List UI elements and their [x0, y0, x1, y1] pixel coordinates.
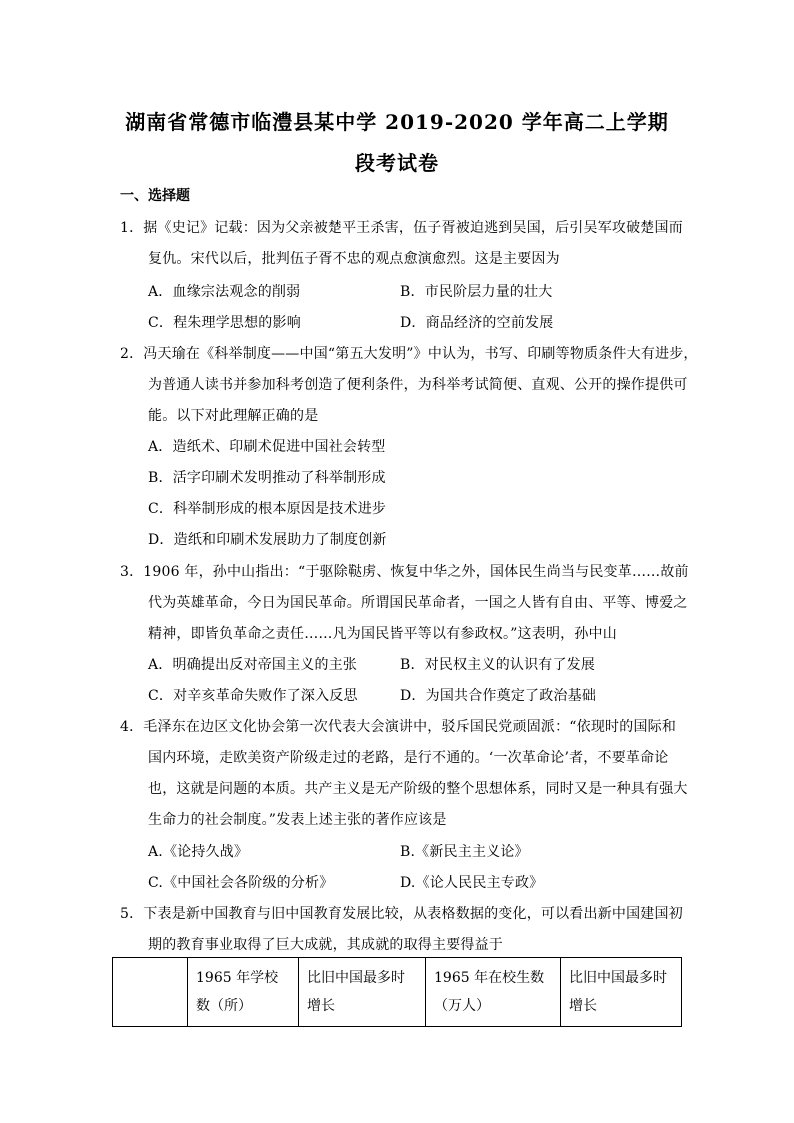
question-3-option-c: C．对辛亥革命失败作了深入反思	[148, 688, 358, 704]
table-header-cell	[113, 958, 188, 1027]
question-3-line-3: 精神，即皆负革命之责任……凡为国民皆平等以有参政权。”这表明，孙中山	[148, 626, 617, 642]
question-3-option-b: B．对民权主义的认识有了发展	[400, 657, 596, 673]
question-3-line-1: 3．1906 年，孙中山指出：“于驱除鞑虏、恢复中华之外，国体民生尚当与民变革……故前	[120, 564, 689, 580]
table-header-cell: 比旧中国最多时增长	[299, 958, 426, 1027]
question-5-line-2: 期的教育事业取得了巨大成就，其成就的取得主要得益于	[148, 937, 503, 953]
question-2-option-b: B．活字印刷术发明推动了科举制形成	[148, 470, 386, 486]
question-4-option-d: D.《论人民民主专政》	[400, 875, 544, 891]
question-3-option-d: D．为国共合作奠定了政治基础	[400, 688, 597, 704]
question-2-option-a: A．造纸术、印刷术促进中国社会转型	[148, 439, 386, 455]
question-4-option-b: B.《新民主主义论》	[400, 844, 529, 860]
question-3-option-a: A．明确提出反对帝国主义的主张	[148, 657, 358, 673]
question-4-line-2: 国内环境，走欧美资产阶级走过的老路，是行不通的。‘一次革命论’者，不要革命论	[148, 750, 669, 766]
question-4-line-1: 4．毛泽东在边区文化协会第一次代表大会演讲中，驳斥国民党顽固派：“依现时的国际和	[120, 719, 677, 735]
question-1-option-d: D．商品经济的空前发展	[400, 315, 554, 331]
exam-subtitle: 段考试卷	[355, 151, 439, 175]
section-heading: 一、选择题	[120, 188, 190, 204]
table-header-cell: 1965 年在校生数（万人）	[426, 958, 561, 1027]
question-1-option-c: C．程朱理学思想的影响	[148, 315, 301, 331]
question-2-option-c: C．科举制形成的根本原因是技术进步	[148, 501, 387, 517]
table-header-cell: 比旧中国最多时增长	[561, 958, 682, 1027]
question-1-option-a: A．血缘宗法观念的削弱	[148, 284, 301, 300]
question-1-line-1: 1．据《史记》记载：因为父亲被楚平王杀害，伍子胥被迫逃到吴国，后引吴军攻破楚国而	[120, 220, 683, 236]
question-4-option-a: A.《论持久战》	[148, 844, 249, 860]
table-header-cell: 1965 年学校数（所）	[188, 958, 299, 1027]
question-2-option-d: D．造纸和印刷术发展助力了制度创新	[148, 532, 387, 548]
question-3-line-2: 代为英雄革命，今日为国民革命。所谓国民革命者，一国之人皆有自由、平等、博爱之	[148, 595, 688, 611]
exam-title: 湖南省常德市临澧县某中学 2019-2020 学年高二上学期	[125, 110, 669, 134]
question-1-option-b: B．市民阶层力量的壮大	[400, 284, 553, 300]
comparison-table	[112, 957, 682, 1027]
question-4-option-c: C.《中国社会各阶级的分析》	[148, 875, 334, 891]
question-4-line-4: 生命力的社会制度。”发表上述主张的著作应该是	[148, 812, 447, 828]
table-header-row	[113, 958, 682, 1027]
question-2-line-1: 2．冯天瑜在《科举制度——中国“第五大发明”》中认为，书写、印刷等物质条件大有进步，	[120, 346, 698, 362]
question-4-line-3: 也，这就是问题的本质。共产主义是无产阶级的整个思想体系，同时又是一种具有强大	[148, 781, 688, 797]
question-2-line-3: 能。以下对此理解正确的是	[148, 408, 319, 424]
question-5-line-1: 5．下表是新中国教育与旧中国教育发展比较，从表格数据的变化，可以看出新中国建国初	[120, 906, 683, 922]
question-1-line-2: 复仇。宋代以后，批判伍子胥不忠的观点愈演愈烈。这是主要因为	[148, 251, 560, 267]
question-2-line-2: 为普通人读书并参加科考创造了便利条件，为科举考试简便、直观、公开的操作提供可	[148, 377, 688, 393]
